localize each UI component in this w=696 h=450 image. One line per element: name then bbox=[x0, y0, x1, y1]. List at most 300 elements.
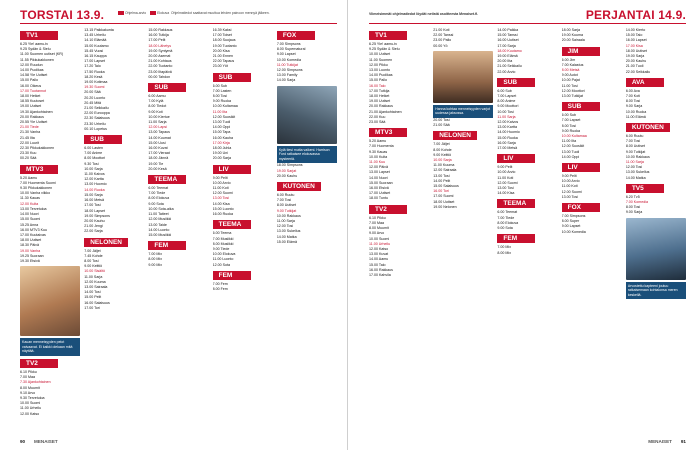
program-listing: 6.00 Teemat bbox=[497, 210, 518, 215]
program-listing: 13.00 Sukellus bbox=[625, 170, 650, 175]
program-listing: 21.45 Ilta bbox=[20, 135, 35, 140]
program-listing: 23.30 Urheilu bbox=[84, 121, 106, 126]
program-listing: 15.00 Kuutamo bbox=[84, 43, 109, 48]
program-listing: 14.00 Tosi bbox=[84, 290, 101, 295]
left-column bbox=[148, 28, 208, 430]
program-listing: 9.00 Ruoka bbox=[561, 128, 580, 133]
program-listing: 8.00 Supernatural bbox=[276, 47, 306, 52]
program-listing: 7.00 Lapset bbox=[561, 118, 581, 123]
film-icon bbox=[150, 11, 156, 15]
right-column bbox=[626, 28, 686, 430]
program-listing: 10.00 Sisältö bbox=[84, 269, 105, 274]
program-listing: 18.00 Uutiset bbox=[20, 238, 42, 243]
program-listing: 12.00 Suomi bbox=[561, 189, 582, 194]
program-listing: 14.00 Ruoka bbox=[84, 187, 105, 192]
program-listing: 18.00 Uutiset bbox=[433, 199, 455, 204]
program-listing: 6.00 Ruutu bbox=[276, 193, 295, 198]
program-listing: 18.20 Kesä bbox=[84, 74, 103, 79]
channel-header: SUB bbox=[148, 83, 186, 92]
program-listing: 11.00 Suomen bbox=[369, 57, 393, 62]
program-listing: 12.00 Lapsi bbox=[148, 125, 167, 130]
channel-header: TV2 bbox=[369, 205, 407, 214]
program-listing: 9.25 Sydän & Sielu bbox=[20, 47, 51, 52]
program-listing: 7.00 Tiede bbox=[148, 191, 166, 196]
program-listing: 5.20 Aamu bbox=[20, 175, 38, 180]
program-listing: 18.00 Hetket bbox=[20, 94, 41, 99]
program-listing: 12.00 Moottori bbox=[561, 88, 585, 93]
program-listing: 9.00 Pelit bbox=[497, 165, 513, 170]
program-listing: 10.00 Suomi bbox=[369, 236, 390, 241]
program-listing: 10.00 Kulta bbox=[369, 154, 388, 159]
channel-header: FEM bbox=[148, 241, 186, 250]
left-legend: Ohjelma-arvio Elokuva Ohjelmatiedot saattavat muuttua lehden painoon mennyä jälkeen. bbox=[115, 11, 270, 15]
program-photo bbox=[20, 266, 80, 336]
channel-header: SUB bbox=[84, 135, 122, 144]
program-listing: 18.00 Lapset bbox=[84, 208, 105, 213]
program-listing: 6.00 Sub bbox=[561, 113, 576, 118]
right-column bbox=[562, 28, 622, 430]
program-listing: 15.00 Suomi bbox=[20, 217, 41, 222]
program-listing: 10.00 Sarja bbox=[433, 158, 452, 163]
program-listing: 15.00 Musiikki bbox=[148, 232, 172, 237]
program-listing: 8.00 Musiikki bbox=[212, 241, 234, 246]
program-listing: 23.00 Pallo bbox=[433, 38, 452, 43]
program-listing: 21.00 Sää bbox=[433, 123, 450, 128]
program-listing: 6.00 Ruutu bbox=[625, 134, 644, 139]
program-listing: 13.00 Lapset bbox=[369, 170, 390, 175]
program-listing: 16.00 Uutiset bbox=[497, 38, 519, 43]
program-listing: 18.00 Uutiset bbox=[625, 48, 647, 53]
program-listing: 13.00 Taide bbox=[148, 222, 167, 227]
program-listing: 6.10 Pikku bbox=[369, 215, 386, 220]
program-listing: 16.00 Salaisuus bbox=[84, 300, 110, 305]
program-listing: 8.00 Tosi bbox=[625, 205, 641, 210]
right-tagline: Viimeisimmät ohjelmatiedot löydät netistä osoitteesta Menaiset.fi. bbox=[369, 12, 479, 16]
program-listing: 14.00 Pelit bbox=[433, 178, 451, 183]
program-listing: 16.00 Etsivä bbox=[369, 186, 389, 191]
program-listing: 15.00 Suoraan bbox=[369, 180, 393, 185]
program-listing: 10.00 Komedia bbox=[561, 229, 586, 234]
program-listing: 19.00 Tie bbox=[148, 161, 164, 166]
program-photo bbox=[277, 86, 337, 144]
program-listing: 19.00 Uutiset bbox=[20, 104, 42, 109]
program-listing: 11.00 Ilta bbox=[212, 109, 228, 114]
program-listing: 12.00 Sota bbox=[212, 262, 230, 267]
program-listing: 9.00 Moottori bbox=[497, 104, 519, 109]
program-listing: 21.00 Tuoli bbox=[625, 64, 644, 69]
program-listing: 8.00 Tosi bbox=[625, 99, 641, 104]
program-listing: 17.00 Kirja bbox=[212, 140, 230, 145]
right-columns bbox=[369, 28, 686, 430]
program-listing: 10.00 Sarja bbox=[84, 166, 103, 171]
left-column bbox=[277, 28, 337, 430]
program-listing: 11.00 Urheilu bbox=[20, 406, 42, 411]
program-listing: 17.00 Tori bbox=[84, 305, 100, 310]
program-listing: 17.00 Lapset bbox=[84, 59, 105, 64]
program-listing: 23.00 Yöt bbox=[212, 64, 228, 69]
program-listing: 20.20 Luonto bbox=[84, 95, 106, 100]
left-header bbox=[20, 7, 337, 24]
program-listing: 7.00 Maa bbox=[369, 220, 384, 225]
program-listing: 11.00 Sarja bbox=[84, 274, 103, 279]
program-listing: 6.20 Tv5 bbox=[625, 194, 640, 199]
program-listing: 11.00 Elämä bbox=[625, 114, 646, 119]
program-listing: 23.30 Kuu bbox=[20, 151, 37, 156]
program-listing: 7.00 Simpsons bbox=[276, 42, 301, 46]
channel-header: MTV3 bbox=[20, 165, 58, 174]
program-listing: 17.00 Sarja bbox=[497, 43, 516, 48]
channel-header: FOX bbox=[562, 203, 600, 212]
program-listing: 15.25 Anna bbox=[20, 222, 39, 227]
program-listing: 12.00 Kuuma bbox=[84, 279, 106, 284]
program-listing: 20.00 Rakkaus bbox=[20, 114, 44, 119]
program-listing: 13.00 Family bbox=[276, 73, 298, 78]
program-listing: 15.00 Uusi bbox=[148, 140, 166, 145]
program-listing: 10.00 Suomi bbox=[20, 401, 41, 406]
program-listing: 21.00 Tiede bbox=[20, 125, 39, 130]
program-listing: 18.00 Juhla bbox=[212, 146, 232, 151]
program-listing: 12.00 Katso bbox=[369, 246, 389, 251]
program-listing: 17.00 Tosi bbox=[84, 203, 101, 208]
program-listing: 16.00 Ruoka bbox=[212, 212, 233, 217]
program-listing: 21.00 Seikkailu bbox=[84, 106, 109, 111]
program-listing: 13.45 Urheilu bbox=[84, 33, 106, 38]
program-listing: 9.00 Sarja bbox=[625, 104, 643, 109]
program-listing: 6.00 Sub bbox=[497, 88, 512, 93]
program-listing: 9.00 Lapset bbox=[276, 52, 296, 57]
program-listing: 16.00 Rakkaus bbox=[369, 267, 393, 272]
program-listing: 11.00 Luonto bbox=[212, 257, 234, 262]
program-listing: 11.00 Koti bbox=[497, 175, 514, 180]
channel-header: SUB bbox=[213, 73, 251, 82]
program-listing: 8.00 Elokuva bbox=[497, 220, 519, 225]
program-listing: 21.00 Koti bbox=[433, 28, 450, 32]
program-listing: 15.00 Pelit bbox=[84, 295, 102, 300]
right-page bbox=[349, 0, 696, 450]
program-listing: 11.55 Pikkukakkonen bbox=[20, 57, 54, 62]
program-listing: 15.00 Tanssi bbox=[497, 33, 518, 38]
program-listing: 19.00 Kuuma bbox=[561, 33, 583, 38]
program-listing: 19.00 Syntymä bbox=[148, 48, 173, 53]
program-listing: 9.00 Pelit bbox=[561, 174, 577, 179]
program-listing: 8.00 Tosi bbox=[212, 94, 227, 99]
program-listing: 12.00 Katso bbox=[20, 411, 40, 416]
program-listing: 16.00 Sarja bbox=[497, 140, 516, 145]
program-listing: 8.00 Anime bbox=[497, 99, 516, 104]
program-listing: 20.00 Asemat bbox=[148, 54, 171, 59]
program-listing: 10.00 Rakkaus bbox=[625, 154, 650, 159]
program-listing: 9.00 Keittiö bbox=[433, 152, 452, 157]
program-listing: 6.25 Yle! aamu-tv bbox=[20, 42, 49, 46]
program-listing: 10.00 Uutiset bbox=[369, 52, 391, 57]
program-listing: 18.00 Suojaus bbox=[212, 38, 236, 43]
program-listing: 17.00 Tuotannot bbox=[20, 88, 46, 93]
program-listing: 12.00 Suosikit bbox=[561, 144, 585, 149]
program-listing: 11.00 Sarja bbox=[625, 160, 644, 165]
program-listing: 7.00 Lapset bbox=[497, 94, 517, 99]
channel-header: TEEMA bbox=[148, 175, 186, 184]
program-listing: 15.00 Pallo bbox=[369, 78, 387, 83]
program-listing: 17.00 Toiset bbox=[212, 33, 232, 38]
program-listing: 7.00 Koti bbox=[625, 94, 640, 99]
program-listing: 12.00 Kartta bbox=[84, 177, 104, 182]
program-listing: 11.00 Sarja bbox=[497, 114, 516, 119]
photo-caption: Hanna kohtaa menneisyyden varjot uudessa jaksossa. bbox=[433, 105, 493, 118]
channel-header: FOX bbox=[277, 31, 315, 40]
right-brand: MENAISET bbox=[648, 439, 672, 444]
program-listing: 15.00 Sarja bbox=[84, 192, 103, 197]
program-listing: 14.00 Kuumat bbox=[148, 135, 171, 140]
program-listing: 19.00 Vanha bbox=[20, 248, 41, 253]
program-listing: 20.00 Kauhu bbox=[625, 59, 647, 64]
program-listing: 9.00 Tutkijat bbox=[276, 208, 297, 213]
program-listing: 13.00 Tuoli bbox=[561, 149, 580, 154]
program-listing: 00.00 Yö bbox=[433, 43, 448, 48]
program-listing: 19.25 Suoraan bbox=[20, 253, 44, 258]
program-listing: 17.00 Suomi bbox=[433, 194, 454, 199]
program-listing: 13.00 Sairaala bbox=[84, 284, 108, 289]
channel-header: TEEMA bbox=[213, 220, 251, 229]
program-listing: 19.30 Etsivä bbox=[20, 258, 40, 263]
program-listing: 00.00 Tahdon bbox=[148, 74, 171, 79]
program-listing: 22.00 Luurit bbox=[20, 140, 39, 145]
program-listing: 10.00 Vanha viikko bbox=[20, 191, 51, 196]
program-listing: 6.00 Teemat bbox=[148, 186, 169, 191]
program-listing: 23.00 Sää bbox=[369, 120, 386, 125]
program-listing: 15.00 Pallo bbox=[20, 78, 38, 83]
right-column bbox=[369, 28, 429, 430]
program-listing: 22.00 Kuu bbox=[369, 114, 386, 119]
program-listing: 16.39 Kaksi bbox=[212, 28, 232, 32]
left-column bbox=[20, 28, 80, 430]
program-listing: 18.00 Jännä bbox=[148, 156, 169, 161]
program-listing: 11.00 Ilta bbox=[561, 139, 577, 144]
program-listing: 20.00 Sarja bbox=[212, 156, 231, 161]
program-listing: 8.00 Muumit bbox=[20, 385, 40, 390]
program-listing: 12.00 Sairaala bbox=[433, 168, 457, 173]
program-listing: 20.00 Kauhu bbox=[84, 218, 105, 223]
program-listing: 14.00 Aamu bbox=[369, 257, 389, 262]
program-listing: 15.00 Salaisuus bbox=[433, 184, 459, 189]
program-listing: 22.00 Arvio bbox=[497, 69, 516, 74]
photo-caption: Kylä tiesi mutta vaikeni. Harrison Ford ratkaisee elokuvassa mysteeriä. bbox=[277, 146, 337, 164]
left-day-title: TORSTAI 13.9. bbox=[20, 8, 105, 22]
program-listing: 22.00 Eurooppa bbox=[84, 111, 110, 116]
left-brand: MENAISET bbox=[34, 439, 58, 444]
program-listing: 19.30 Ajankohtainen bbox=[20, 109, 53, 114]
program-listing: 16.00 Lapset bbox=[625, 38, 647, 43]
program-listing: 7.00 Jäljet bbox=[84, 248, 101, 253]
program-listing: 12.00 Tosi bbox=[625, 165, 643, 170]
program-listing: 12.00 Simpsons bbox=[276, 68, 303, 73]
program-listing: 19.30 Suomi bbox=[84, 85, 105, 90]
program-listing: 19.00 Simpsons bbox=[84, 213, 110, 218]
program-listing: 19.00 Tuotanto bbox=[212, 43, 237, 48]
channel-header: NELONEN bbox=[84, 238, 128, 247]
program-listing: 21.00 Ennen bbox=[212, 54, 233, 59]
program-listing: 15.00 Tapa bbox=[212, 130, 231, 135]
program-listing: 17.00 Pelit bbox=[148, 38, 166, 43]
program-listing: 18.00 Sarja bbox=[561, 28, 580, 32]
program-listing: 12.00 Pikku bbox=[369, 62, 388, 67]
program-listing: 10.00 Sota-aika bbox=[148, 206, 174, 211]
program-listing: 7.00 Lasten bbox=[212, 88, 232, 93]
program-listing: 8.00 Kohde bbox=[433, 147, 452, 152]
program-listing: 9.00 Ruoka bbox=[212, 99, 231, 104]
program-listing: 6.00 Aamu bbox=[148, 94, 166, 99]
program-listing: 7.00 Anime bbox=[84, 151, 103, 156]
program-listing: 14.00 Oppi bbox=[212, 125, 231, 130]
program-listing: 7.00 Tosi bbox=[276, 198, 292, 203]
program-listing: 19.00 Sarjat bbox=[276, 168, 297, 173]
program-listing: 15.45 Vuosi bbox=[84, 48, 104, 53]
program-photo bbox=[626, 218, 686, 280]
program-listing: 7.00 Tiede bbox=[497, 215, 515, 220]
program-listing: 20.00 Sää bbox=[84, 90, 101, 95]
program-listing: 12.00 Suomi bbox=[497, 180, 518, 185]
program-listing: 22.00 Seikkailu bbox=[625, 69, 651, 74]
program-listing: 10.00 Arvio bbox=[212, 180, 231, 185]
program-listing: 17.50 Ruoka bbox=[84, 69, 105, 74]
program-listing: 13.00 Tosi bbox=[497, 186, 514, 191]
program-listing: 18.55 Kuutoset bbox=[20, 99, 45, 104]
program-listing: 18.00 Lähetys bbox=[148, 43, 171, 48]
program-listing: 14.00 Kisa bbox=[497, 191, 515, 196]
right-day-title: PERJANTAI 14.9. bbox=[585, 8, 686, 22]
program-listing: 12.00 Päivä bbox=[369, 165, 388, 170]
program-listing: 17.00 Kuutaivas bbox=[20, 232, 46, 237]
program-listing: 8.00 Super bbox=[561, 219, 580, 224]
channel-header: SUB bbox=[497, 78, 535, 87]
program-listing: 10.00 Arvio bbox=[561, 179, 580, 184]
program-listing: 9.30 Kauas bbox=[369, 149, 388, 154]
left-column bbox=[84, 28, 144, 430]
program-listing: 18.00 Kuutamo bbox=[497, 48, 522, 53]
program-listing: 6.00 Lasten bbox=[84, 146, 103, 151]
program-listing: 10.00 Elokuva bbox=[212, 252, 236, 257]
program-listing: 15.00 Luonto bbox=[212, 206, 234, 211]
program-listing: 22.00 Tapaus bbox=[212, 59, 235, 64]
program-listing: 18.00 Simpsons bbox=[276, 163, 303, 168]
program-listing: 17.00 Kisa bbox=[625, 43, 643, 48]
program-listing: 20.55 Yle Uutiset bbox=[20, 120, 48, 125]
program-listing: 7.00 Jäljet bbox=[433, 142, 450, 147]
program-listing: 11.30 Kauas bbox=[20, 196, 40, 201]
program-listing: 9.00 Autot bbox=[561, 73, 578, 78]
program-listing: 8.00 Muumit bbox=[369, 226, 389, 231]
program-listing: 16.00 Oikeus bbox=[20, 83, 42, 88]
program-listing: 14.00 Kisa bbox=[212, 201, 230, 206]
program-listing: 9.00 Sarja bbox=[625, 210, 643, 215]
program-listing: 10.00 Kiertue bbox=[148, 114, 170, 119]
program-listing: 21.00 Kohtaus bbox=[148, 59, 172, 64]
program-listing: 16.15 Kauppa bbox=[84, 54, 107, 59]
program-listing: 14.00 Nuori bbox=[369, 175, 388, 180]
program-listing: 6.00 Teema bbox=[212, 231, 232, 236]
right-column bbox=[497, 28, 557, 430]
program-listing: 22.00 Tanssi bbox=[433, 33, 454, 38]
program-listing: 11.00 Koti bbox=[561, 184, 578, 189]
program-listing: 14.00 Puolikas bbox=[369, 73, 393, 78]
program-listing: 9.00 Sota bbox=[497, 226, 513, 231]
program-listing: 20.00 Sairaala bbox=[561, 38, 585, 43]
left-columns bbox=[20, 28, 337, 430]
program-listing: 14.00 Sarja bbox=[276, 78, 296, 83]
program-listing: 14.00 Matka bbox=[625, 175, 646, 180]
program-listing: 16.00 MTV3 Kuu bbox=[20, 227, 47, 232]
program-listing: 15.00 Elämä bbox=[276, 239, 297, 244]
program-listing: 19.00 Uutiset bbox=[369, 99, 391, 104]
program-listing: 6.10 Pikku bbox=[20, 369, 37, 374]
program-listing: 13.00 Tutkijat bbox=[561, 94, 583, 99]
channel-header: MTV3 bbox=[369, 128, 407, 137]
program-listing: 6.25 Yle! aamu-tv bbox=[369, 42, 398, 46]
program-listing: 21.00 Jengi bbox=[84, 224, 103, 229]
program-listing: 12.00 Kaivos bbox=[497, 120, 519, 125]
program-listing: 20.00 Kauhu bbox=[276, 173, 298, 178]
program-listing: 10.00 Rakkaus bbox=[276, 213, 301, 218]
program-listing: 21.00 Seikkailu bbox=[497, 64, 522, 69]
program-listing: 16.00 Tutkija bbox=[148, 33, 169, 38]
photo-caption: Arvostettu kapteeni joutuu ratkaisemaan kohtalonsa meren keskellä. bbox=[626, 282, 686, 300]
program-listing: 8.00 Elokuva bbox=[148, 196, 170, 201]
program-listing: 8.00 Mix bbox=[497, 250, 511, 255]
program-listing: 20.00 Rakkaus bbox=[369, 104, 393, 109]
program-listing: 9.00 Tiede bbox=[212, 246, 230, 251]
program-listing: 11.00 Tosi bbox=[561, 83, 578, 88]
channel-header: KUTONEN bbox=[626, 123, 670, 132]
channel-header: TV2 bbox=[20, 359, 58, 368]
program-listing: 10.00 Tosi bbox=[497, 109, 514, 114]
program-listing: 12.00 Suosikit bbox=[212, 114, 236, 119]
program-listing: 11.00 Sarja bbox=[276, 219, 295, 224]
program-listing: 20.00 Ilta bbox=[497, 59, 513, 64]
program-listing: 22.00 Tuotanto bbox=[148, 64, 173, 69]
program-listing: 9.00 Sota bbox=[148, 201, 164, 206]
program-listing: 14.00 Paikka bbox=[497, 28, 519, 32]
photo-caption: Kauan menneisyyden pelot vaivaavat. Ei kaikki olekaan mitä näyttää. bbox=[20, 338, 80, 356]
program-listing: 8.00 Tiedot bbox=[148, 104, 167, 109]
program-listing: 23.00 Iltapäivä bbox=[148, 69, 172, 74]
right-column bbox=[433, 28, 493, 430]
program-listing: 8.00 Tosi bbox=[84, 258, 99, 263]
program-listing: 7.00 Huomenta Suomi bbox=[20, 180, 56, 185]
channel-header: TEEMA bbox=[497, 199, 535, 208]
program-listing: 6.00 Ava bbox=[625, 88, 640, 93]
channel-header: SUB bbox=[562, 102, 600, 111]
left-column bbox=[213, 28, 273, 430]
program-listing: 19.00 Nelonen bbox=[433, 204, 457, 209]
program-listing: 18.00 Tuntu bbox=[369, 196, 388, 201]
program-listing: 12.00 Kulta bbox=[20, 201, 39, 206]
program-listing: 9.30 Tervetuloa bbox=[20, 395, 45, 400]
program-listing: 9.30 Tosi bbox=[84, 161, 99, 166]
program-listing: 11.00 Taiteet bbox=[148, 212, 169, 217]
program-listing: 20.00 Tosi bbox=[433, 118, 450, 122]
program-listing: 7.00 Huomenta bbox=[369, 144, 394, 149]
program-listing: 8.00 Fem bbox=[212, 286, 228, 291]
program-listing: 14.00 Matka bbox=[276, 234, 297, 239]
program-listing: 20.00 Kisa bbox=[212, 48, 230, 53]
program-listing: 8.00 Tosi bbox=[561, 123, 576, 128]
program-listing: 11.00 Suomen uutiset (KR) bbox=[20, 52, 64, 57]
program-listing: 13.00 Kartta bbox=[497, 125, 517, 130]
program-listing: 19.00 Elämä bbox=[497, 54, 518, 59]
program-listing: 13.00 Tuoli bbox=[212, 120, 231, 125]
program-listing: 12.00 Tosi bbox=[276, 224, 294, 229]
program-listing: 21.30 Vanha bbox=[20, 130, 41, 135]
program-listing: 17.00 Metsä bbox=[497, 146, 518, 151]
